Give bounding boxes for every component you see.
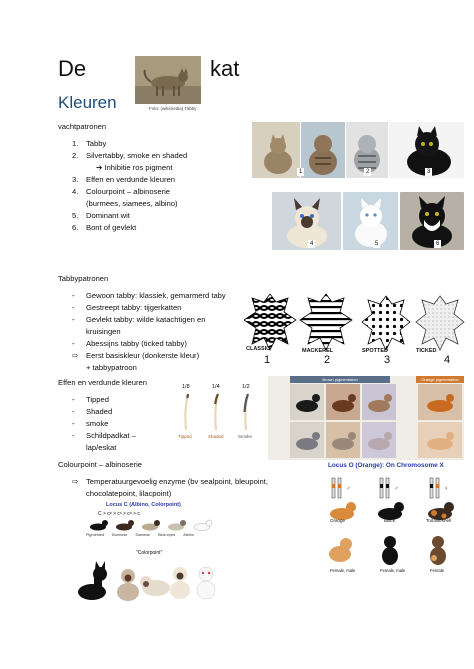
subheading-vachtpatronen: vachtpatronen	[58, 122, 107, 131]
title-right: kat	[210, 56, 240, 81]
locus-c-title: Locus C (Albino, Colorpoint)	[106, 502, 181, 508]
hair-fraction-1-4: 1/4	[212, 384, 220, 390]
list-item: (burmees, siamees, albino)	[86, 199, 178, 208]
photo-number-6: 6	[436, 241, 440, 247]
list-item: ➔ Inhibitie ros pigment	[96, 163, 173, 172]
pelt-spotted	[362, 296, 410, 350]
svg-text:♂: ♂	[394, 486, 399, 492]
hair-fraction-1-2: 1/2	[242, 384, 250, 390]
photo-number-3: 3	[427, 169, 431, 175]
tabby-list	[72, 290, 247, 374]
section-heading-tabby: Tabbypatronen	[58, 274, 109, 283]
list-item: lap/eskat	[86, 443, 117, 452]
photo-number-2: 2	[366, 169, 370, 175]
svg-text:♂: ♂	[346, 486, 351, 492]
cat-photo-1b	[301, 122, 345, 178]
list-item: chocolatepoint, lilacpoint)	[86, 489, 172, 498]
locus-o-title: Locus O (Orange): On Chromosome X	[328, 462, 444, 469]
pattern-number-4: 4	[444, 354, 451, 366]
list-item: 5. Dominant wit	[72, 211, 130, 220]
photo-number-1: 1	[299, 169, 303, 175]
chart-header-orange: Orange pigmentation	[416, 376, 464, 383]
list-item: 6. Bont of gevlekt	[72, 223, 137, 232]
locus-c-label: Albino	[183, 533, 194, 537]
section-heading-colourpoint: Colourpoint – albinoserie	[58, 460, 143, 469]
locus-o-diagram	[326, 462, 466, 580]
locus-o-label-orange: Orange	[330, 518, 346, 523]
locus-o-bottom-2: Female, male	[380, 568, 406, 573]
title-left: De	[58, 56, 87, 81]
pattern-number-1: 1	[264, 354, 271, 366]
hair-caption-shaded: Shaded	[208, 434, 224, 439]
list-item: - Gewoon tabby: klassiek, gemarmerd taby	[72, 291, 226, 300]
locus-c-labels	[86, 533, 194, 537]
locus-c-label: Pigmented	[86, 533, 105, 537]
section-heading-effen: Effen en verdunde kleuren	[58, 378, 147, 387]
svg-text:♀: ♀	[444, 486, 449, 492]
locus-o-bottom-3: Female	[430, 568, 444, 573]
pelt-ticked	[416, 296, 464, 350]
kleuren-list	[72, 138, 242, 234]
list-item: - smoke	[72, 419, 109, 428]
locus-c-label: Siamese	[135, 533, 151, 537]
photo-number-5: 5	[375, 241, 379, 247]
locus-c-allele-row: C > cᵇ > cˢ > cᵃ > c	[98, 511, 140, 517]
pelt-classic	[244, 294, 296, 350]
locus-o-label-tortoiseshell: Tortoiseshell	[426, 518, 452, 523]
list-item: - Tipped	[72, 395, 109, 404]
pigmentation-chart	[268, 376, 464, 460]
effen-list	[72, 394, 172, 454]
list-item: ⇨ Eerst basiskleur (donkerste kleur)	[72, 351, 200, 360]
list-item: - Gevlekt tabby: wilde katachtigen en	[72, 315, 206, 324]
list-item: - Abessijns tabby (ticked tabby)	[72, 339, 187, 348]
locus-c-caption: "Colorpoint"	[136, 550, 163, 556]
header-cat-photo	[135, 56, 201, 104]
colourpoint-list	[72, 476, 292, 500]
list-item: kruisingen	[86, 327, 121, 336]
list-item: 1. Tabby	[72, 139, 107, 148]
cat-photo-5	[343, 192, 398, 250]
hair-caption-tipped: Tipped	[178, 434, 192, 439]
pattern-number-2: 2	[324, 354, 331, 366]
locus-c-label: Blue-eyed	[158, 533, 176, 537]
list-item: 2. Silvertabby, smoke en shaded	[72, 151, 188, 160]
hair-tipping-diagram	[172, 384, 264, 444]
pattern-label-spotted: SPOTTED	[362, 348, 388, 354]
pattern-label-classic: CLASSIC	[246, 346, 271, 352]
cat-photo-1a	[252, 122, 300, 178]
photo-number-4: 4	[310, 241, 314, 247]
list-item: + tabbypatroon	[86, 363, 137, 372]
colorpoint-cats-group	[70, 552, 220, 604]
cat-photo-4	[272, 192, 341, 250]
list-item: ⇨ Temperatuurgevoelig enzyme (bv sealpoint, bleupoint,	[72, 477, 268, 486]
tabby-pattern-diagram	[244, 288, 466, 370]
hair-fraction-1-8: 1/8	[182, 384, 190, 390]
cat-photo-6	[400, 192, 464, 250]
pattern-number-3: 3	[384, 354, 391, 366]
list-item: - Schildpadkat –	[72, 431, 136, 440]
list-item: - Gestreept tabby: tijgerkatten	[72, 303, 182, 312]
list-item: 4. Colourpoint – albinoserie	[72, 187, 171, 196]
pelt-mackerel	[300, 294, 352, 350]
list-item: - Shaded	[72, 407, 113, 416]
section-heading-kleuren: Kleuren	[58, 93, 117, 112]
locus-o-bottom-1: Female, male	[330, 568, 356, 573]
locus-c-label: Burmese	[112, 533, 128, 537]
chart-header-brown: Brown pigmentation	[290, 376, 390, 383]
pattern-label-mackerel: MACKEREL	[302, 348, 334, 354]
list-item: 3. Effen en verdunde kleuren	[72, 175, 175, 184]
locus-o-label-black: Black	[384, 518, 396, 523]
pattern-label-ticked: TICKED	[416, 348, 437, 354]
hair-caption-smoke: Smoke	[238, 434, 253, 439]
header-photo-caption: Foto: (wikimedia) Tabby	[149, 106, 197, 111]
